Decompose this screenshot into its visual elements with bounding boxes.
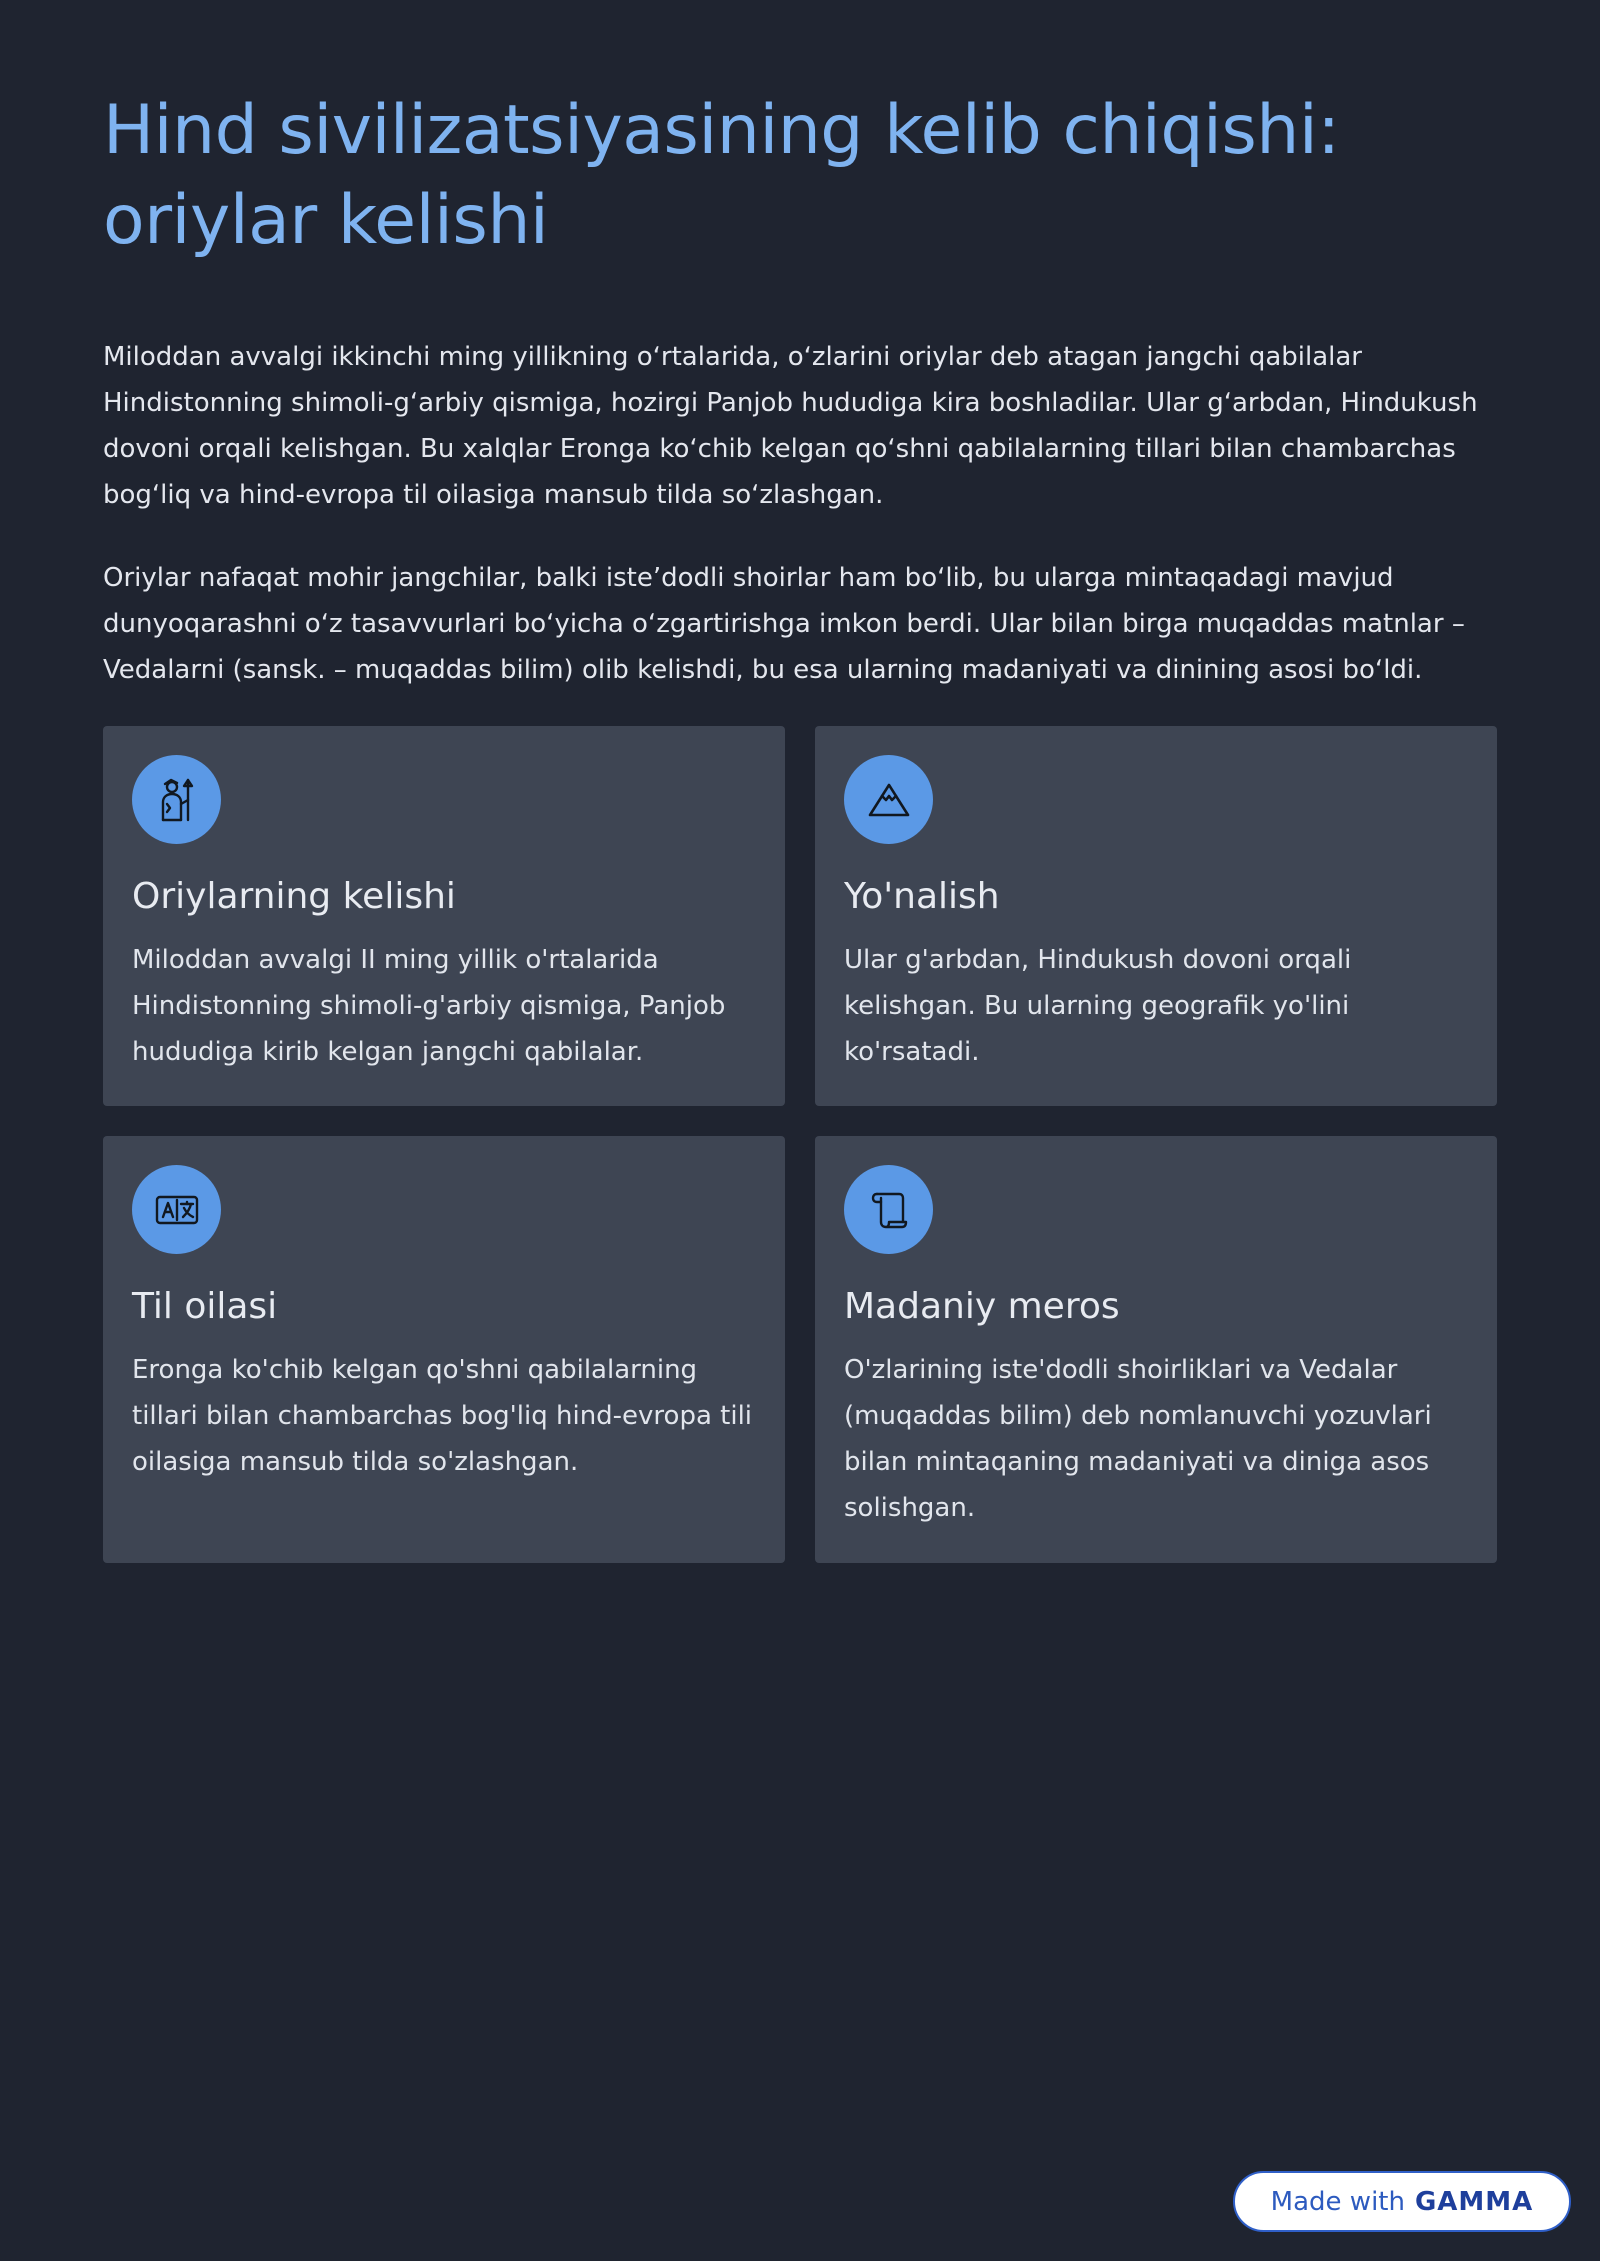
gamma-logo: GAMMA [1414,2186,1534,2217]
card-heritage [815,1136,1497,1563]
mountain-icon [844,755,933,844]
slide-content [103,86,1497,1563]
intro-paragraph: Miloddan avvalgi ikkinchi ming yillikning oʻrtalarida, oʻzlarini oriylar deb atagan jangchi qabilalar Hindistonning shimoli-gʻarbiy qismiga, hozirgi Panjob hududiga kira boshladilar. Ular gʻarbdan, Hindukush dovoni orqali kelishgan. Bu xalqlar Eronga koʻchib kelgan qoʻshni qabilalarning tillari bilan chambarchas bogʻliq va hind-evropa til oilasiga mansub tilda soʻzlashgan. [103,342,1478,510]
made-with-gamma-badge[interactable] [1233,2171,1571,2232]
card-arrival [103,726,785,1106]
card-text: O'zlarining iste'dodli shoirliklari va Vedalar (muqaddas bilim) deb nomlanuvchi yozuvlari bilan mintaqaning madaniyati va diniga asos solishgan. [844,1355,1432,1523]
card-title: Yo'nalish [844,876,1000,917]
card-grid [103,726,1497,1563]
card-text: Miloddan avvalgi II ming yillik o'rtalarida Hindistonning shimoli-g'arbiy qismiga, Panjob hududiga kirib kelgan jangchi qabilalar. [132,945,726,1067]
scroll-icon [844,1165,933,1254]
card-text: Ular g'arbdan, Hindukush dovoni orqali kelishgan. Bu ularning geografik yo'lini ko'rsatadi. [844,945,1352,1067]
card-language [103,1136,785,1563]
card-title: Oriylarning kelishi [132,876,456,917]
card-text: Eronga ko'chib kelgan qo'shni qabilalarning tillari bilan chambarchas bog'liq hind-evropa tili oilasiga mansub tilda so'zlashgan. [132,1355,753,1477]
badge-prefix: Made with [1270,2186,1405,2217]
second-paragraph: Oriylar nafaqat mohir jangchilar, balki isteʼdodli shoirlar ham boʻlib, bu ularga mintaqadagi mavjud dunyoqarashni oʻz tasavvurlari boʻyicha oʻzgartirishga imkon berdi. Ular bilan birga muqaddas matnlar – Vedalarni (sansk. – muqaddas bilim) olib kelishdi, bu esa ularning madaniyati va dinining asosi boʻldi. [103,563,1465,685]
page-title: Hind sivilizatsiyasining kelib chiqishi: oriylar kelishi [103,91,1340,260]
translate-icon [132,1165,221,1254]
card-title: Til oilasi [132,1286,278,1327]
card-direction [815,726,1497,1106]
card-title: Madaniy meros [844,1286,1120,1327]
warrior-icon [132,755,221,844]
